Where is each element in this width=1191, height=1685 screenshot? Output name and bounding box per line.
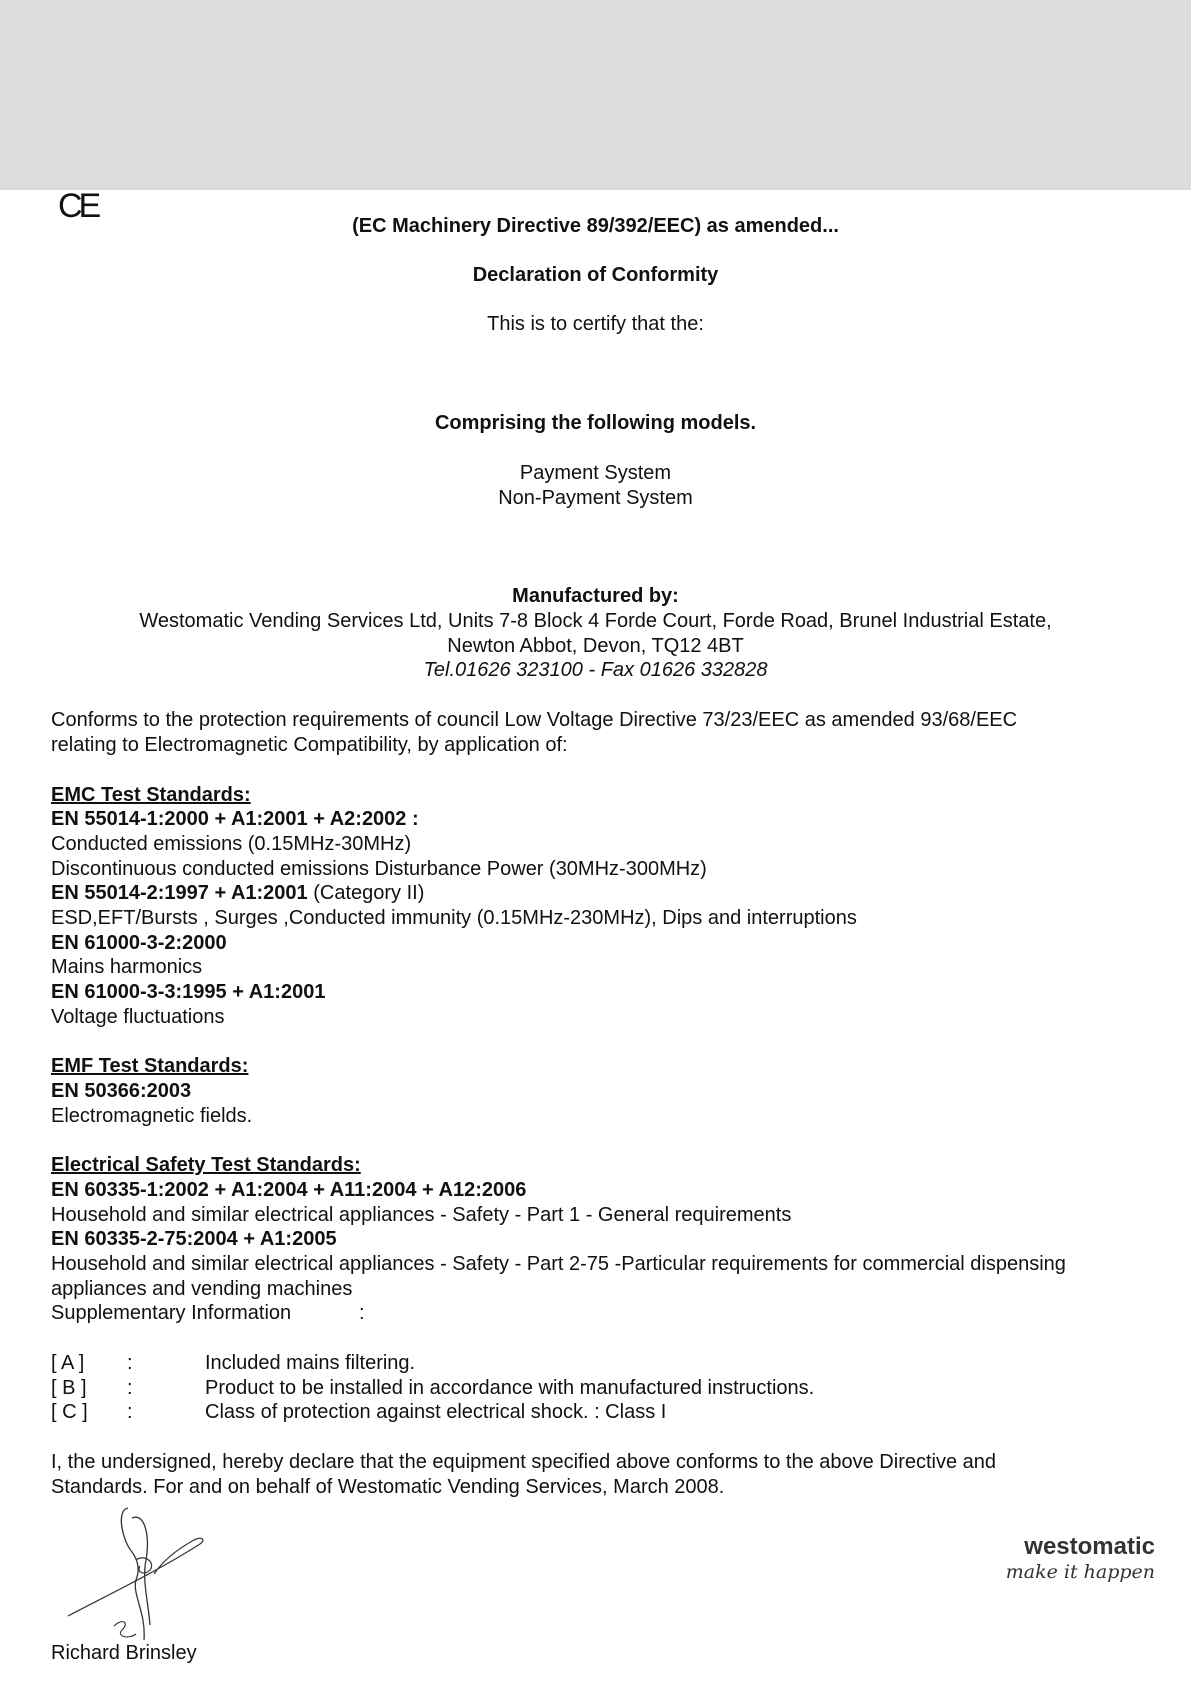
models-heading: Comprising the following models. <box>434 412 757 434</box>
model-item: Non-Payment System <box>498 487 693 509</box>
safety-heading: Electrical Safety Test Standards: <box>51 1154 361 1176</box>
conformity-line1: Conforms to the protection requirements of council Low Voltage Directive 73/23/EEC as amended 93/68/EEC <box>51 709 1018 731</box>
model-item: Payment System <box>519 462 672 484</box>
manufacturer-contact: Tel.01626 323100 - Fax 01626 332828 <box>423 659 768 681</box>
ce-mark-logo: CE <box>58 187 98 225</box>
supplementary-key: [ B ] <box>51 1377 87 1399</box>
emc-standard-3: EN 61000-3-2:2000 <box>51 932 227 954</box>
supplementary-key: [ A ] <box>51 1352 85 1374</box>
top-gray-band <box>0 0 1191 190</box>
manufacturer-heading: Manufactured by: <box>512 585 679 607</box>
supplementary-label: Supplementary Information <box>51 1302 292 1324</box>
emc-standard-3-desc: Mains harmonics <box>51 956 203 978</box>
signature-image <box>66 1500 216 1650</box>
emc-standard-1-desc-2: Discontinuous conducted emissions Disturbance Power (30MHz-300MHz) <box>51 858 707 880</box>
declaration-title: Declaration of Conformity <box>472 264 719 286</box>
safety-standard-1-desc: Household and similar electrical appliances - Safety - Part 1 - General requirements <box>51 1204 792 1226</box>
emc-standard-2: EN 55014-2:1997 + A1:2001 <box>51 882 308 904</box>
supplementary-label-colon: : <box>359 1302 365 1324</box>
supplementary-text: Included mains filtering. <box>205 1352 416 1374</box>
emc-standard-1-desc-1: Conducted emissions (0.15MHz-30MHz) <box>51 833 412 855</box>
emf-standard-1-desc: Electromagnetic fields. <box>51 1105 253 1127</box>
manufacturer-address-line1: Westomatic Vending Services Ltd, Units 7-8 Block 4 Forde Court, Forde Road, Brunel Industrial Estate, <box>139 610 1052 632</box>
certify-line: This is to certify that the: <box>487 313 704 335</box>
emc-standard-2-desc: ESD,EFT/Bursts , Surges ,Conducted immunity (0.15MHz-230MHz), Dips and interruptions <box>51 907 857 929</box>
supplementary-colon: : <box>127 1352 133 1374</box>
safety-standard-1: EN 60335-1:2002 + A1:2004 + A11:2004 + A12:2006 <box>51 1179 527 1201</box>
supplementary-key: [ C ] <box>51 1401 88 1423</box>
westomatic-logo-tagline: make it happen <box>1005 1561 1155 1583</box>
manufacturer-address-line2: Newton Abbot, Devon, TQ12 4BT <box>447 635 744 657</box>
safety-standard-2-desc-2: appliances and vending machines <box>51 1278 353 1300</box>
declaration-line2: Standards. For and on behalf of Westomatic Vending Services, March 2008. <box>51 1476 725 1498</box>
directive-title: (EC Machinery Directive 89/392/EEC) as amended... <box>352 215 839 237</box>
emc-standard-4: EN 61000-3-3:1995 + A1:2001 <box>51 981 326 1003</box>
supplementary-text: Class of protection against electrical shock. : Class I <box>205 1401 667 1423</box>
westomatic-logo-wordmark: westomatic <box>1024 1533 1155 1560</box>
safety-standard-2: EN 60335-2-75:2004 + A1:2005 <box>51 1228 337 1250</box>
declaration-line1: I, the undersigned, hereby declare that the equipment specified above conforms to the above Directive and <box>51 1451 997 1473</box>
signatory-name: Richard Brinsley <box>51 1642 197 1664</box>
emc-standard-4-desc: Voltage fluctuations <box>51 1006 225 1028</box>
emc-standard-2-line <box>51 881 424 906</box>
emc-standard-1: EN 55014-1:2000 + A1:2001 + A2:2002 : <box>51 808 419 830</box>
supplementary-colon: : <box>127 1401 133 1423</box>
emf-standard-1: EN 50366:2003 <box>51 1080 192 1102</box>
emf-heading: EMF Test Standards: <box>51 1055 249 1077</box>
supplementary-text: Product to be installed in accordance with manufactured instructions. <box>205 1377 815 1399</box>
emc-standard-2-category: (Category II) <box>307 882 425 904</box>
conformity-line2: relating to Electromagnetic Compatibility, by application of: <box>51 734 568 756</box>
emc-heading: EMC Test Standards: <box>51 784 251 806</box>
supplementary-colon: : <box>127 1377 133 1399</box>
safety-standard-2-desc-1: Household and similar electrical appliances - Safety - Part 2-75 -Particular requirements for commercial dispensing <box>51 1253 1066 1275</box>
